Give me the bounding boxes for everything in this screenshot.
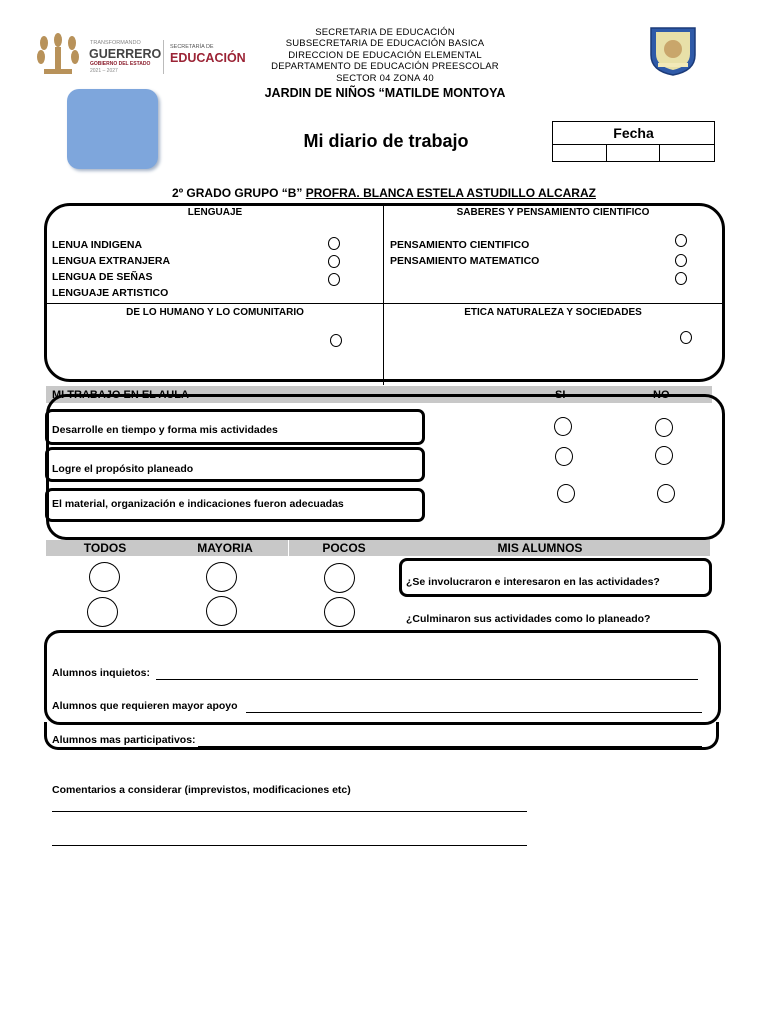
- pocos-radio[interactable]: [324, 597, 355, 627]
- alumnos-question: ¿Se involucraron e interesaron en las actividades?: [406, 576, 660, 588]
- campos-vdivider: [383, 206, 384, 385]
- mis-alumnos-header: MIS ALUMNOS: [497, 541, 583, 555]
- todos-header: TODOS: [83, 541, 127, 555]
- fecha-label: Fecha: [613, 125, 654, 141]
- no-header: NO: [653, 389, 670, 401]
- lenguaje-radio[interactable]: [328, 273, 340, 286]
- alumnos-header-divider: [288, 540, 289, 556]
- si-radio[interactable]: [554, 417, 572, 436]
- saberes-title: SABERES Y PENSAMIENTO CIENTIFICO: [456, 207, 650, 218]
- mayoria-header: MAYORIA: [197, 541, 253, 555]
- fecha-month-cell[interactable]: [659, 144, 660, 162]
- saberes-item: PENSAMIENTO MATEMATICO: [390, 255, 540, 267]
- trabajo-item: Desarrolle en tiempo y forma mis actividades: [52, 424, 278, 436]
- lenguaje-radio[interactable]: [328, 255, 340, 268]
- saberes-radio[interactable]: [675, 254, 687, 267]
- obs-line[interactable]: [156, 679, 698, 680]
- trabajo-item: Logre el propósito planeado: [52, 463, 194, 475]
- lenguaje-radio[interactable]: [328, 237, 340, 250]
- grade-line: [0, 186, 768, 200]
- saberes-radio[interactable]: [675, 234, 687, 247]
- humano-title: DE LO HUMANO Y LO COMUNITARIO: [126, 307, 304, 318]
- no-radio[interactable]: [657, 484, 675, 503]
- gov-logo-sub: GOBIERNO DEL ESTADO: [90, 61, 151, 67]
- si-header: SI: [555, 389, 566, 401]
- trabajo-title: MI TRABAJO EN EL AULA: [52, 389, 189, 401]
- fecha-divider: [553, 144, 714, 145]
- sep-logo-main: EDUCACIÓN: [170, 51, 246, 65]
- obs-label: Alumnos inquietos:: [52, 667, 150, 679]
- saberes-radio[interactable]: [675, 272, 687, 285]
- trabajo-item: El material, organización e indicaciones fueron adecuadas: [52, 498, 344, 510]
- logo-divider: [163, 40, 164, 74]
- mayoria-radio[interactable]: [206, 562, 237, 592]
- lenguaje-item: LENGUA DE SEÑAS: [52, 271, 153, 283]
- page-title: Mi diario de trabajo: [303, 131, 469, 151]
- grade-prefix: 2º GRADO GRUPO “B”: [172, 186, 306, 200]
- obs-line[interactable]: [246, 712, 702, 713]
- lenguaje-item: LENGUAJE ARTISTICO: [52, 287, 169, 299]
- etica-title: ETICA NATURALEZA Y SOCIEDADES: [464, 307, 642, 318]
- header-line-2: SUBSECRETARIA DE EDUCACIÓN BASICA: [285, 38, 485, 49]
- obs-line[interactable]: [198, 746, 702, 747]
- gov-logo-years: 2021 – 2027: [90, 68, 118, 74]
- todos-radio[interactable]: [89, 562, 120, 592]
- lenguaje-item: LENGUA EXTRANJERA: [52, 255, 171, 267]
- etica-radio[interactable]: [680, 331, 692, 344]
- gov-logo-top: TRANSFORMANDO: [90, 40, 141, 46]
- gov-logo-main: GUERRERO: [89, 47, 162, 61]
- no-radio[interactable]: [655, 418, 673, 437]
- si-radio[interactable]: [557, 484, 575, 503]
- header-line-4: DEPARTAMENTO DE EDUCACIÓN PREESCOLAR: [271, 61, 499, 72]
- header-line-1: SECRETARIA DE EDUCACIÓN: [315, 27, 455, 38]
- no-radio[interactable]: [655, 446, 673, 465]
- humano-radio[interactable]: [330, 334, 342, 347]
- header-line-5: SECTOR 04 ZONA 40: [336, 73, 434, 84]
- todos-radio[interactable]: [87, 597, 118, 627]
- school-shield-logo: [648, 25, 698, 77]
- school-name: JARDIN DE NIÑOS “MATILDE MONTOYA: [264, 86, 506, 100]
- campos-hdivider: [47, 303, 722, 304]
- lenguaje-item: LENUA INDIGENA: [52, 239, 143, 251]
- fecha-day-cell[interactable]: [606, 144, 607, 162]
- si-radio[interactable]: [555, 447, 573, 466]
- teacher-name: PROFRA. BLANCA ESTELA ASTUDILLO ALCARAZ: [305, 186, 596, 200]
- sep-logo-top: SECRETARÍA DE: [170, 44, 214, 50]
- fecha-table: [552, 121, 715, 162]
- wreath-emblem-icon: [34, 33, 82, 79]
- pocos-radio[interactable]: [324, 563, 355, 593]
- photo-placeholder: [67, 89, 158, 169]
- comentarios-label: Comentarios a considerar (imprevistos, modificaciones etc): [52, 784, 351, 796]
- guerrero-logo: [34, 33, 164, 79]
- header-line-3: DIRECCION DE EDUCACIÓN ELEMENTAL: [288, 50, 482, 61]
- pocos-header: POCOS: [322, 541, 366, 555]
- obs-label: Alumnos que requieren mayor apoyo: [52, 700, 238, 712]
- comentarios-line[interactable]: [52, 811, 527, 812]
- mayoria-radio[interactable]: [206, 596, 237, 626]
- alumnos-question: ¿Culminaron sus actividades como lo planeado?: [406, 613, 651, 625]
- lenguaje-title: LENGUAJE: [187, 207, 243, 218]
- obs-label: Alumnos mas participativos:: [52, 734, 196, 746]
- saberes-item: PENSAMIENTO CIENTIFICO: [390, 239, 530, 251]
- comentarios-line[interactable]: [52, 845, 527, 846]
